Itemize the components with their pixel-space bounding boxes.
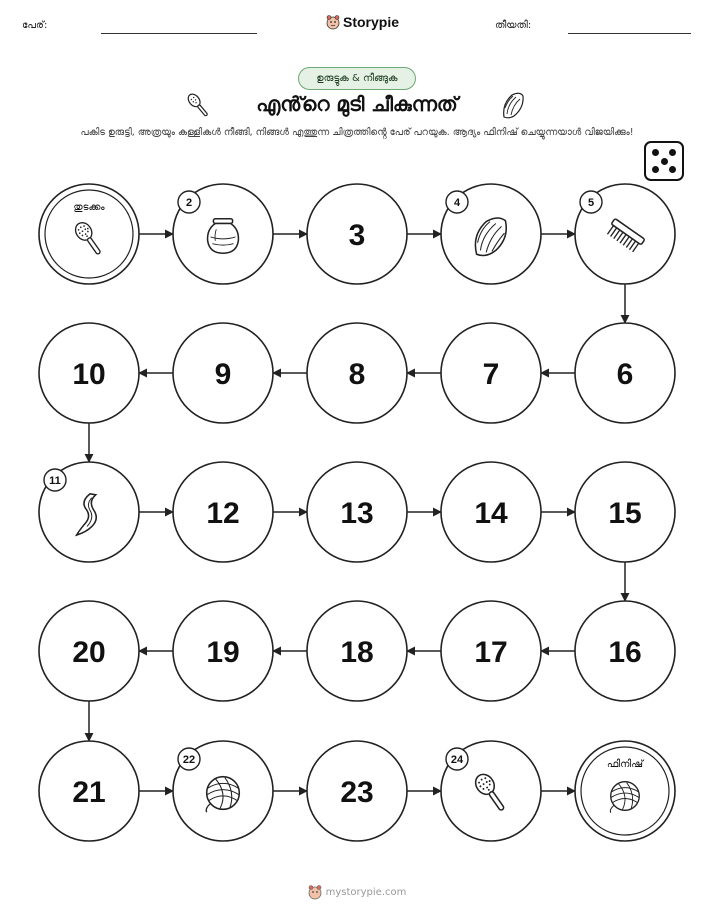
board-space-19 [173,601,273,701]
space-number: 15 [608,497,642,530]
board-space-20 [39,601,139,701]
space-number: 22 [182,754,196,766]
space-number: 8 [348,358,366,391]
board-space-4 [441,184,541,284]
storypie-mascot-icon [308,884,322,900]
space-number: 3 [348,219,366,252]
board-space-6 [575,323,675,423]
space-number: 16 [608,636,642,669]
space-number: 2 [185,197,193,209]
board-space-3 [307,184,407,284]
board-space-13 [307,462,407,562]
finish-space [575,741,675,841]
board-space-22 [173,741,273,841]
board-space-5 [575,184,675,284]
game-type-badge: ഉരുട്ടുക & നീങ്ങുക [298,67,416,90]
board-space-2 [173,184,273,284]
board-space-12 [173,462,273,562]
space-number: 18 [340,636,374,669]
space-number: 12 [206,497,240,530]
board-space-11 [39,462,139,562]
finish-label: ഫിനിഷ് [606,759,644,770]
board-space-8 [307,323,407,423]
board-space-23 [307,741,407,841]
space-number: 5 [587,197,595,209]
space-number: 13 [340,497,374,530]
instructions-text: പകിട ഉരുട്ടി, അത്രയും കള്ളികൾ നീങ്ങി, നിങ്ങൾ എത്തുന്ന ചിത്രത്തിൻ്റെ പേര് പറയുക. ആദ്യം ഫിനിഷ് ചെയ്യുന്നയാൾ വിജയിക്കും! [80,127,634,138]
space-number: 9 [214,358,232,391]
footer-url: mystorypie.com [325,886,407,898]
page-title: എൻ്‍റെ മുടി ചീകുന്നത് [256,92,458,116]
space-number: 10 [72,358,106,391]
board-space-15 [575,462,675,562]
board-space-7 [441,323,541,423]
start-space [39,184,139,284]
space-number: 14 [474,497,508,530]
board-space-16 [575,601,675,701]
space-number: 20 [72,636,106,669]
footer [0,884,714,900]
space-number: 4 [453,197,461,209]
board-space-10 [39,323,139,423]
space-number: 6 [616,358,634,391]
board-space-18 [307,601,407,701]
board-space-14 [441,462,541,562]
date-label: തീയതി: [495,20,532,31]
name-label: പേര്: [22,20,48,31]
space-number: 23 [340,776,374,809]
board-space-21 [39,741,139,841]
space-number: 21 [72,776,106,809]
space-number: 7 [482,358,500,391]
space-number: 19 [206,636,240,669]
board-space-17 [441,601,541,701]
space-number: 11 [49,475,61,487]
brand-name: Storypie [343,14,400,30]
board-space-24 [441,741,541,841]
space-number: 17 [474,636,508,669]
board-space-9 [173,323,273,423]
space-number: 24 [450,754,464,766]
start-label: തുടക്കം [73,202,105,213]
